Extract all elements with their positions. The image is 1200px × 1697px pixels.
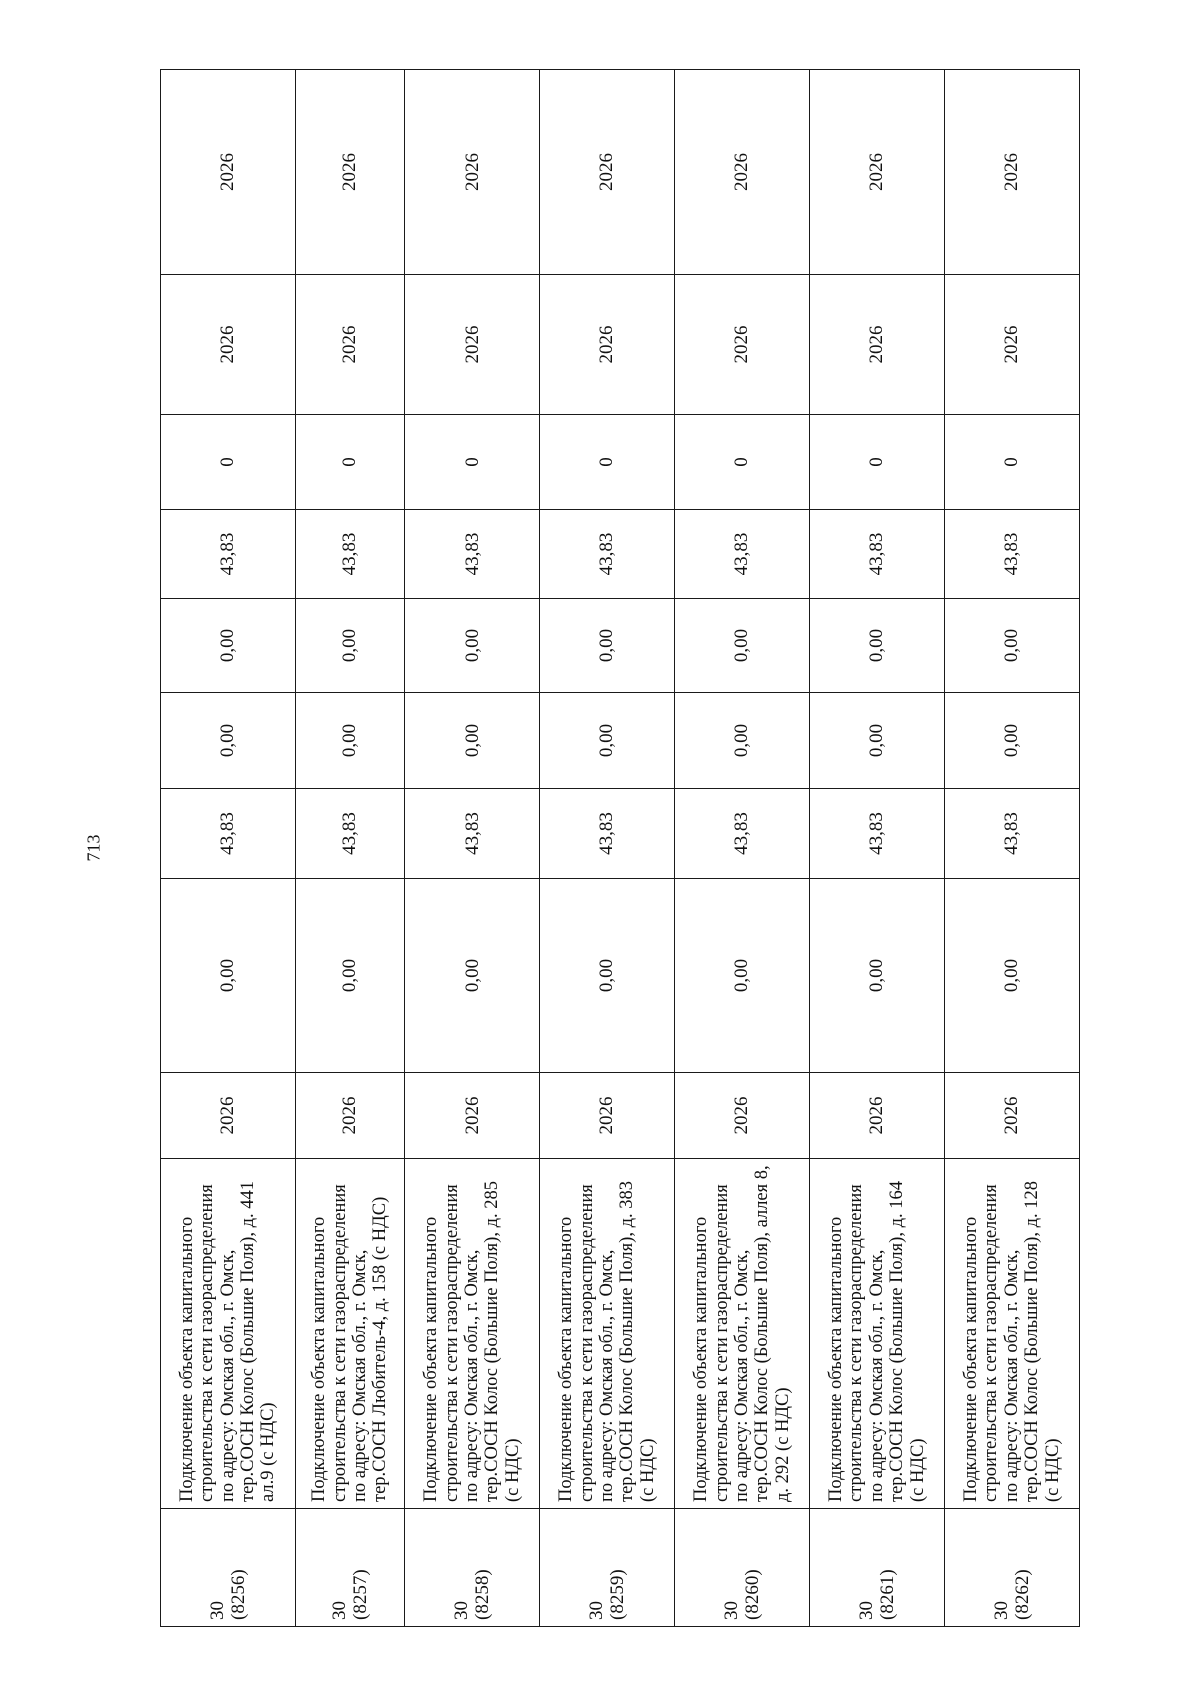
value-cell-1: 0,00	[540, 879, 675, 1073]
page-number: 713	[83, 834, 104, 862]
year-cell: 2026	[161, 1073, 296, 1159]
value-cell-6: 0	[540, 415, 675, 510]
row-code: (8256)	[227, 1569, 249, 1620]
description-cell: Подключение объекта капитального строительства к сети газораспределения по адресу: Омская обл., г. Омск, тер.СОСН Любитель-4, д. 158 (с НДС)	[295, 1159, 404, 1509]
value-cell-7: 2026	[405, 275, 540, 415]
value-cell-2: 43,83	[944, 789, 1079, 879]
row-code: (8259)	[607, 1569, 629, 1620]
row-code: (8257)	[350, 1569, 372, 1620]
value-cell-4: 0,00	[675, 599, 810, 693]
description-cell: Подключение объекта капитального строительства к сети газораспределения по адресу: Омская обл., г. Омск, тер.СОСН Колос (Большие Поля), д. 383 (с НДС)	[540, 1159, 675, 1509]
value-cell-7: 2026	[944, 275, 1079, 415]
row-number-cell	[161, 1509, 296, 1627]
row-number-cell	[810, 1509, 945, 1627]
value-cell-4: 0,00	[810, 599, 945, 693]
table-row	[161, 70, 296, 1627]
rotated-table-wrapper	[160, 70, 1080, 1627]
row-number: 30	[720, 1601, 742, 1620]
value-cell-8: 2026	[295, 70, 404, 275]
value-cell-4: 0,00	[295, 599, 404, 693]
value-cell-3: 0,00	[405, 693, 540, 789]
year-cell: 2026	[675, 1073, 810, 1159]
value-cell-1: 0,00	[675, 879, 810, 1073]
year-cell: 2026	[540, 1073, 675, 1159]
row-number-cell	[540, 1509, 675, 1627]
row-number: 30	[206, 1601, 228, 1620]
table-row	[810, 70, 945, 1627]
table-row	[540, 70, 675, 1627]
value-cell-8: 2026	[944, 70, 1079, 275]
value-cell-6: 0	[944, 415, 1079, 510]
value-cell-4: 0,00	[161, 599, 296, 693]
year-cell: 2026	[405, 1073, 540, 1159]
value-cell-3: 0,00	[295, 693, 404, 789]
value-cell-7: 2026	[675, 275, 810, 415]
value-cell-1: 0,00	[295, 879, 404, 1073]
value-cell-3: 0,00	[810, 693, 945, 789]
value-cell-3: 0,00	[161, 693, 296, 789]
description-cell: Подключение объекта капитального строительства к сети газораспределения по адресу: Омская обл., г. Омск, тер.СОСН Колос (Большие Поля), д. 285 (с НДС)	[405, 1159, 540, 1509]
row-number: 30	[585, 1601, 607, 1620]
value-cell-6: 0	[810, 415, 945, 510]
value-cell-3: 0,00	[675, 693, 810, 789]
value-cell-5: 43,83	[295, 510, 404, 599]
row-number-cell	[944, 1509, 1079, 1627]
year-cell: 2026	[944, 1073, 1079, 1159]
table-body	[161, 70, 1080, 1627]
value-cell-2: 43,83	[405, 789, 540, 879]
value-cell-2: 43,83	[810, 789, 945, 879]
value-cell-5: 43,83	[810, 510, 945, 599]
value-cell-5: 43,83	[405, 510, 540, 599]
table-row	[295, 70, 404, 1627]
value-cell-5: 43,83	[944, 510, 1079, 599]
value-cell-6: 0	[675, 415, 810, 510]
value-cell-7: 2026	[810, 275, 945, 415]
value-cell-8: 2026	[810, 70, 945, 275]
value-cell-6: 0	[405, 415, 540, 510]
row-code: (8262)	[1011, 1569, 1033, 1620]
row-number: 30	[990, 1601, 1012, 1620]
year-cell: 2026	[295, 1073, 404, 1159]
value-cell-4: 0,00	[540, 599, 675, 693]
row-number-cell	[405, 1509, 540, 1627]
value-cell-1: 0,00	[944, 879, 1079, 1073]
value-cell-8: 2026	[405, 70, 540, 275]
value-cell-7: 2026	[540, 275, 675, 415]
table-row	[675, 70, 810, 1627]
value-cell-4: 0,00	[405, 599, 540, 693]
description-cell: Подключение объекта капитального строительства к сети газораспределения по адресу: Омская обл., г. Омск, тер.СОСН Колос (Большие Поля), аллея 8, д. 292 (с НДС)	[675, 1159, 810, 1509]
value-cell-1: 0,00	[810, 879, 945, 1073]
row-code: (8261)	[877, 1569, 898, 1620]
value-cell-8: 2026	[540, 70, 675, 275]
value-cell-5: 43,83	[675, 510, 810, 599]
value-cell-2: 43,83	[675, 789, 810, 879]
row-number-cell	[295, 1509, 404, 1627]
year-cell: 2026	[810, 1073, 945, 1159]
description-cell: Подключение объекта капитального строительства к сети газораспределения по адресу: Омская обл., г. Омск, тер.СОСН Колос (Большие Поля), д. 441 ал.9 (с НДС)	[161, 1159, 296, 1509]
row-number: 30	[328, 1601, 350, 1620]
value-cell-3: 0,00	[540, 693, 675, 789]
row-code: (8260)	[742, 1569, 764, 1620]
value-cell-8: 2026	[161, 70, 296, 275]
value-cell-1: 0,00	[161, 879, 296, 1073]
value-cell-2: 43,83	[161, 789, 296, 879]
row-number-cell	[675, 1509, 810, 1627]
table-row	[405, 70, 540, 1627]
row-code: (8258)	[472, 1569, 494, 1620]
table-row	[944, 70, 1079, 1627]
row-number: 30	[855, 1601, 877, 1620]
value-cell-6: 0	[161, 415, 296, 510]
value-cell-2: 43,83	[540, 789, 675, 879]
value-cell-6: 0	[295, 415, 404, 510]
value-cell-5: 43,83	[540, 510, 675, 599]
value-cell-2: 43,83	[295, 789, 404, 879]
description-cell: Подключение объекта капитального строительства к сети газораспределения по адресу: Омская обл., г. Омск, тер.СОСН Колос (Большие Поля), д. 164 (с НДС)	[810, 1159, 945, 1509]
value-cell-7: 2026	[295, 275, 404, 415]
value-cell-4: 0,00	[944, 599, 1079, 693]
row-number: 30	[450, 1601, 472, 1620]
value-cell-8: 2026	[675, 70, 810, 275]
value-cell-3: 0,00	[944, 693, 1079, 789]
value-cell-5: 43,83	[161, 510, 296, 599]
value-cell-1: 0,00	[405, 879, 540, 1073]
description-cell: Подключение объекта капитального строительства к сети газораспределения по адресу: Омская обл., г. Омск, тер.СОСН Колос (Большие Поля), д. 128 (с НДС)	[944, 1159, 1079, 1509]
value-cell-7: 2026	[161, 275, 296, 415]
investment-table	[160, 69, 1080, 1627]
